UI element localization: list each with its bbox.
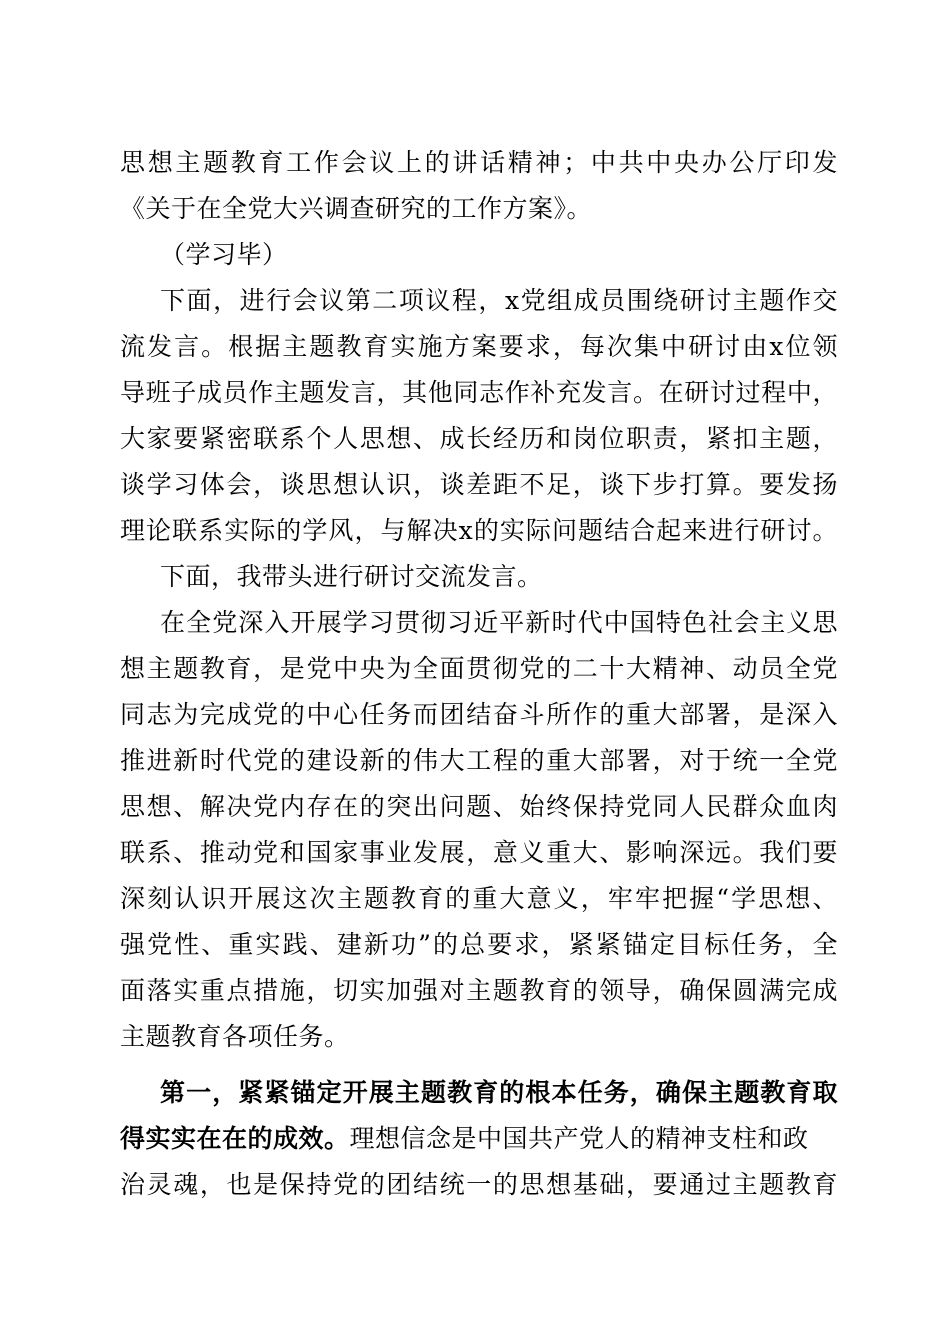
text-line: 深刻认识开展这次主题教育的重大意义，牢牢把握“学思想、 bbox=[120, 884, 838, 913]
paragraph-spacer bbox=[120, 1060, 838, 1070]
text-line: 同志为完成党的中心任务而团结奋斗所作的重大部署，是深入 bbox=[120, 700, 838, 729]
text-line: 理论联系实际的学风，与解决x的实际问题结合起来进行研讨。 bbox=[120, 516, 838, 545]
text-line: 下面，进行会议第二项议程，x党组成员围绕研讨主题作交 bbox=[160, 286, 838, 315]
text-line: 导班子成员作主题发言，其他同志作补充发言。在研讨过程中， bbox=[120, 378, 838, 407]
text-line: 强党性、重实践、建新功”的总要求，紧紧锚定目标任务，全 bbox=[120, 930, 838, 959]
text-line: 推进新时代党的建设新的伟大工程的重大部署，对于统一全党 bbox=[120, 746, 838, 775]
text-span: 理想信念是中国共产党人的精神支柱和政 bbox=[349, 1124, 809, 1153]
text-line: 在全党深入开展学习贯彻习近平新时代中国特色社会主义思 bbox=[160, 608, 838, 637]
text-line: 大家要紧密联系个人思想、成长经历和岗位职责，紧扣主题， bbox=[120, 424, 838, 453]
study-note: （学习毕） bbox=[160, 240, 288, 269]
section-heading-line: 第一，紧紧锚定开展主题教育的根本任务，确保主题教育取 bbox=[160, 1078, 838, 1107]
text-line: 治灵魂，也是保持党的团结统一的思想基础，要通过主题教育 bbox=[120, 1170, 838, 1199]
text-line: 思想主题教育工作会议上的讲话精神；中共中央办公厅印发 bbox=[120, 148, 838, 177]
text-line: 《关于在全党大兴调查研究的工作方案》。 bbox=[120, 194, 593, 223]
text-line: 面落实重点措施，切实加强对主题教育的领导，确保圆满完成 bbox=[120, 976, 838, 1005]
text-line bbox=[120, 1116, 838, 1162]
text-line: 主题教育各项任务。 bbox=[120, 1022, 350, 1051]
text-line: 流发言。根据主题教育实施方案要求，每次集中研讨由x位领 bbox=[120, 332, 838, 361]
text-line: 想主题教育，是党中央为全面贯彻党的二十大精神、动员全党 bbox=[120, 654, 838, 683]
text-line: 下面，我带头进行研讨交流发言。 bbox=[160, 562, 543, 591]
text-line: 思想、解决党内存在的突出问题、始终保持党同人民群众血肉 bbox=[120, 792, 838, 821]
text-line: 联系、推动党和国家事业发展，意义重大、影响深远。我们要 bbox=[120, 838, 838, 867]
document-body bbox=[120, 140, 838, 1208]
section-heading-end: 得实实在在的成效。 bbox=[120, 1124, 350, 1153]
text-line: 谈学习体会，谈思想认识，谈差距不足，谈下步打算。要发扬 bbox=[120, 470, 838, 499]
